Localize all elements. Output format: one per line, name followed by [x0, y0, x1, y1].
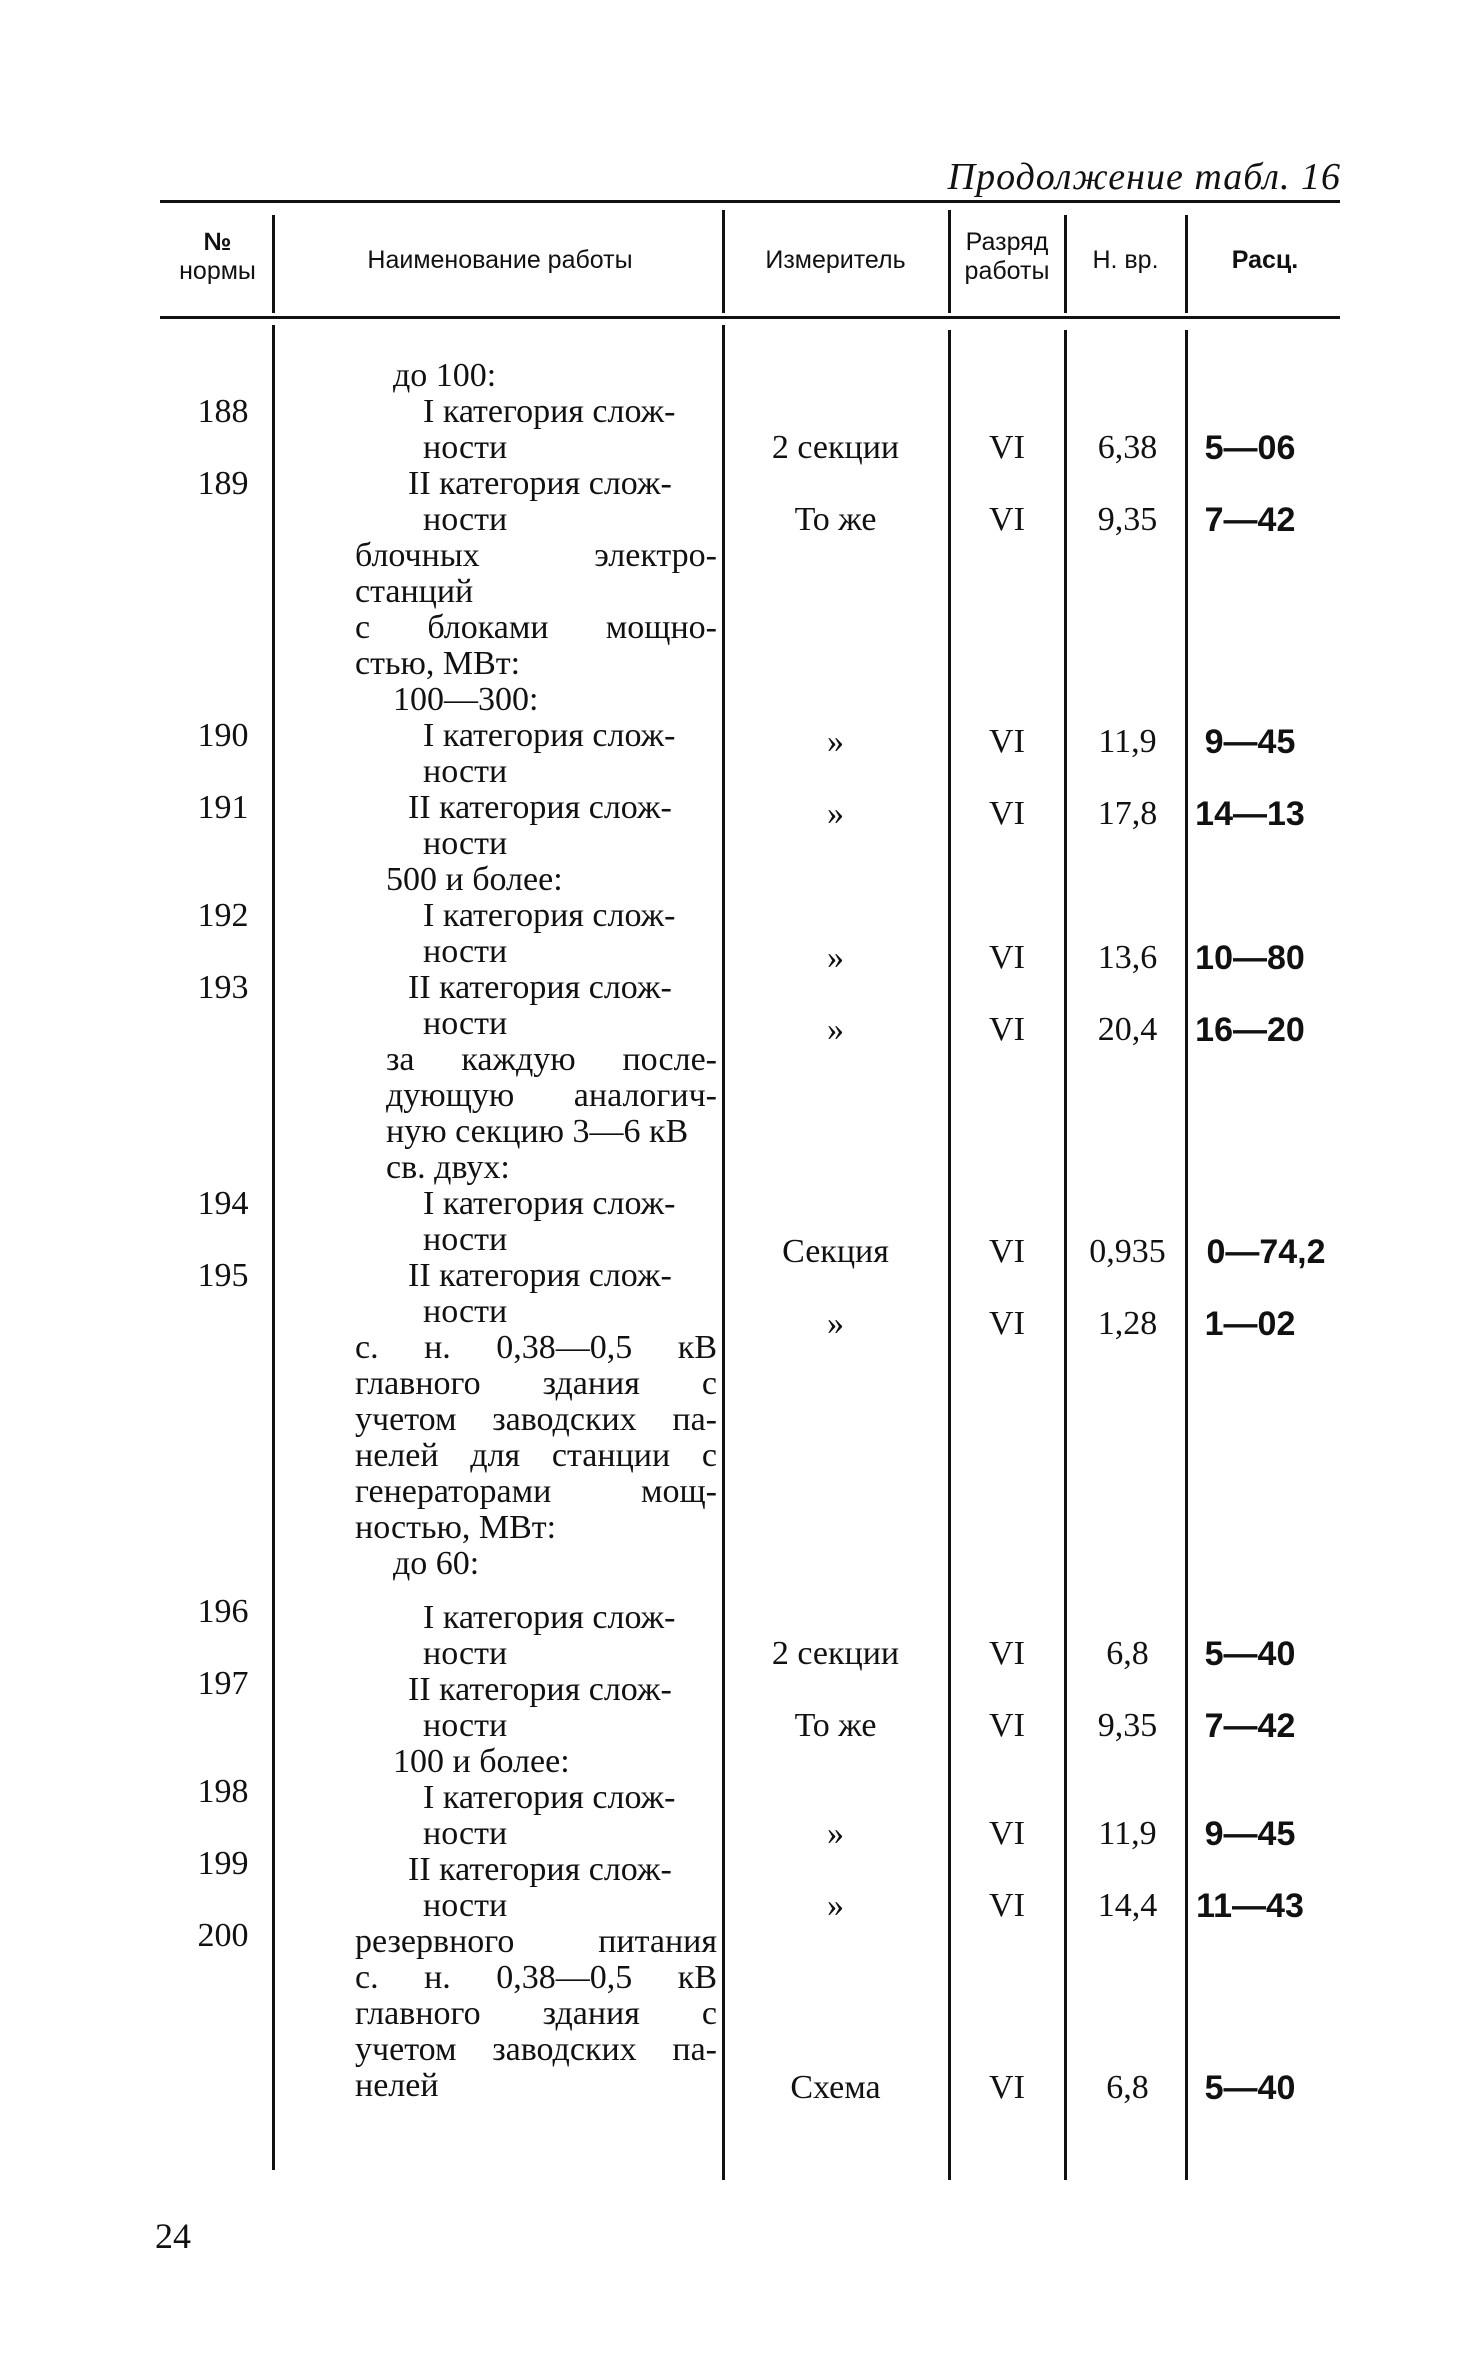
time-cell: 17,8 [1097, 795, 1158, 832]
rate-cell: 16—20 [1195, 1011, 1305, 1049]
norm-number: 192 [197, 897, 249, 934]
grade-cell: VI [989, 429, 1025, 466]
time-cell: 1,28 [1097, 1305, 1158, 1342]
name-line: I категория слож- [423, 393, 676, 430]
name-line: учетом заводских па- [355, 1401, 717, 1438]
rate-cell: 5—06 [1204, 429, 1296, 467]
name-line: ности [423, 1635, 508, 1672]
grade-cell: VI [989, 1815, 1025, 1852]
name-line: с. н. 0,38—0,5 кВ [355, 1329, 717, 1366]
rate-cell: 1—02 [1204, 1305, 1296, 1343]
header-divider [948, 210, 951, 313]
name-line: главного здания с [355, 1365, 717, 1402]
header-num: № нормы [179, 228, 256, 285]
time-cell: 0,935 [1089, 1233, 1166, 1270]
name-line: II категория слож- [408, 1257, 672, 1294]
name-line: ности [423, 1887, 508, 1924]
time-cell: 13,6 [1097, 939, 1158, 976]
name-line: 500 и более: [386, 861, 563, 898]
name-line: I категория слож- [423, 1599, 676, 1636]
unit-cell: » [827, 1815, 844, 1852]
name-line: ности [423, 1815, 508, 1852]
norm-number: 196 [197, 1593, 249, 1630]
time-cell: 20,4 [1097, 1011, 1158, 1048]
rate-cell: 9—45 [1204, 1815, 1296, 1853]
rate-cell: 7—42 [1204, 1707, 1296, 1745]
norm-number: 195 [197, 1257, 249, 1294]
name-line: II категория слож- [408, 969, 672, 1006]
name-line: стью, МВт: [355, 645, 521, 682]
body-divider [1064, 330, 1067, 2180]
name-line: II категория слож- [408, 1671, 672, 1708]
name-line: до 100: [393, 357, 497, 394]
rate-cell: 9—45 [1204, 723, 1296, 761]
rate-cell: 10—80 [1195, 939, 1305, 977]
name-line: нелей [355, 2067, 439, 2104]
name-line: с блоками мощно- [355, 609, 717, 646]
grade-cell: VI [989, 2069, 1025, 2106]
name-line: ности [423, 429, 508, 466]
time-cell: 6,38 [1097, 429, 1158, 466]
grade-cell: VI [989, 1305, 1025, 1342]
name-line: генераторами мощ- [355, 1473, 717, 1510]
name-line: II категория слож- [408, 465, 672, 502]
rate-cell: 5—40 [1204, 2069, 1296, 2107]
unit-cell: 2 секции [771, 429, 900, 466]
name-line: ности [423, 1707, 508, 1744]
name-line: дующую аналогич- [386, 1077, 717, 1114]
time-cell: 6,8 [1106, 2069, 1149, 2106]
name-line: 100 и более: [393, 1743, 570, 1780]
header-grade: Разряд работы [964, 228, 1050, 285]
time-cell: 11,9 [1098, 1815, 1157, 1852]
name-line: ности [423, 501, 508, 538]
name-line: ностью, МВт: [355, 1509, 557, 1546]
name-line: резервного питания [355, 1923, 717, 1960]
name-line: нелей для станции с [355, 1437, 717, 1474]
rate-cell: 0—74,2 [1206, 1233, 1326, 1271]
time-cell: 6,8 [1106, 1635, 1149, 1672]
name-line: ности [423, 1221, 508, 1258]
name-line: главного здания с [355, 1995, 717, 2032]
header-divider [722, 210, 725, 313]
rate-cell: 5—40 [1204, 1635, 1296, 1673]
unit-cell: » [827, 939, 844, 976]
norm-number: 198 [197, 1773, 249, 1810]
name-line: ности [423, 1005, 508, 1042]
unit-cell: 2 секции [771, 1635, 900, 1672]
norm-number: 188 [197, 393, 249, 430]
header-name: Наименование работы [367, 246, 633, 274]
time-cell: 11,9 [1098, 723, 1157, 760]
unit-cell: Секция [782, 1233, 889, 1270]
header-divider [1064, 215, 1067, 313]
grade-cell: VI [989, 723, 1025, 760]
name-line: II категория слож- [408, 1851, 672, 1888]
name-line: I категория слож- [423, 717, 676, 754]
header-unit: Измеритель [765, 246, 906, 274]
name-line: ности [423, 753, 508, 790]
body-divider [948, 330, 951, 2180]
grade-cell: VI [989, 1233, 1025, 1270]
unit-cell: Схема [790, 2069, 881, 2106]
grade-cell: VI [989, 1887, 1025, 1924]
name-line: ности [423, 1293, 508, 1330]
continuation-title: Продолжение табл. 16 [947, 156, 1341, 198]
rate-cell: 14—13 [1195, 795, 1305, 833]
name-line: св. двух: [386, 1149, 510, 1186]
norm-number: 197 [197, 1665, 249, 1702]
grade-cell: VI [989, 939, 1025, 976]
time-cell: 9,35 [1097, 501, 1158, 538]
body-divider [272, 325, 275, 2170]
name-line: с. н. 0,38—0,5 кВ [355, 1959, 717, 1996]
rate-cell: 7—42 [1204, 501, 1296, 539]
time-cell: 14,4 [1097, 1887, 1158, 1924]
name-line: ности [423, 933, 508, 970]
header-rate: Расц. [1231, 246, 1299, 274]
page-number: 24 [155, 2216, 191, 2256]
name-line: 100—300: [393, 681, 539, 718]
header-bottom-rule [160, 316, 1340, 319]
norm-number: 191 [197, 789, 249, 826]
norm-number: 200 [197, 1917, 249, 1954]
grade-cell: VI [989, 1635, 1025, 1672]
name-line: станций [355, 573, 474, 610]
header-time: Н. вр. [1092, 246, 1159, 274]
body-divider [722, 325, 725, 2180]
rate-cell: 11—43 [1196, 1887, 1304, 1925]
header-divider [272, 215, 275, 313]
name-line: до 60: [393, 1545, 480, 1582]
name-line: I категория слож- [423, 1185, 676, 1222]
grade-cell: VI [989, 795, 1025, 832]
unit-cell: То же [794, 1707, 877, 1744]
name-line: I категория слож- [423, 1779, 676, 1816]
norm-number: 190 [197, 717, 249, 754]
name-line: ную секцию 3—6 кВ [386, 1113, 689, 1150]
time-cell: 9,35 [1097, 1707, 1158, 1744]
name-line: II категория слож- [408, 789, 672, 826]
name-line: блочных электро- [355, 537, 717, 574]
name-line: I категория слож- [423, 897, 676, 934]
unit-cell: » [827, 723, 844, 760]
norm-number: 189 [197, 465, 249, 502]
grade-cell: VI [989, 1011, 1025, 1048]
header-top-rule [160, 200, 1340, 203]
unit-cell: » [827, 1305, 844, 1342]
name-line: ности [423, 825, 508, 862]
grade-cell: VI [989, 1707, 1025, 1744]
unit-cell: То же [794, 501, 877, 538]
unit-cell: » [827, 795, 844, 832]
unit-cell: » [827, 1887, 844, 1924]
norm-number: 194 [197, 1185, 249, 1222]
norm-number: 193 [197, 969, 249, 1006]
unit-cell: » [827, 1011, 844, 1048]
norm-number: 199 [197, 1845, 249, 1882]
name-line: учетом заводских па- [355, 2031, 717, 2068]
grade-cell: VI [989, 501, 1025, 538]
name-line: за каждую после- [386, 1041, 717, 1078]
header-divider [1185, 215, 1188, 313]
body-divider [1185, 330, 1188, 2180]
